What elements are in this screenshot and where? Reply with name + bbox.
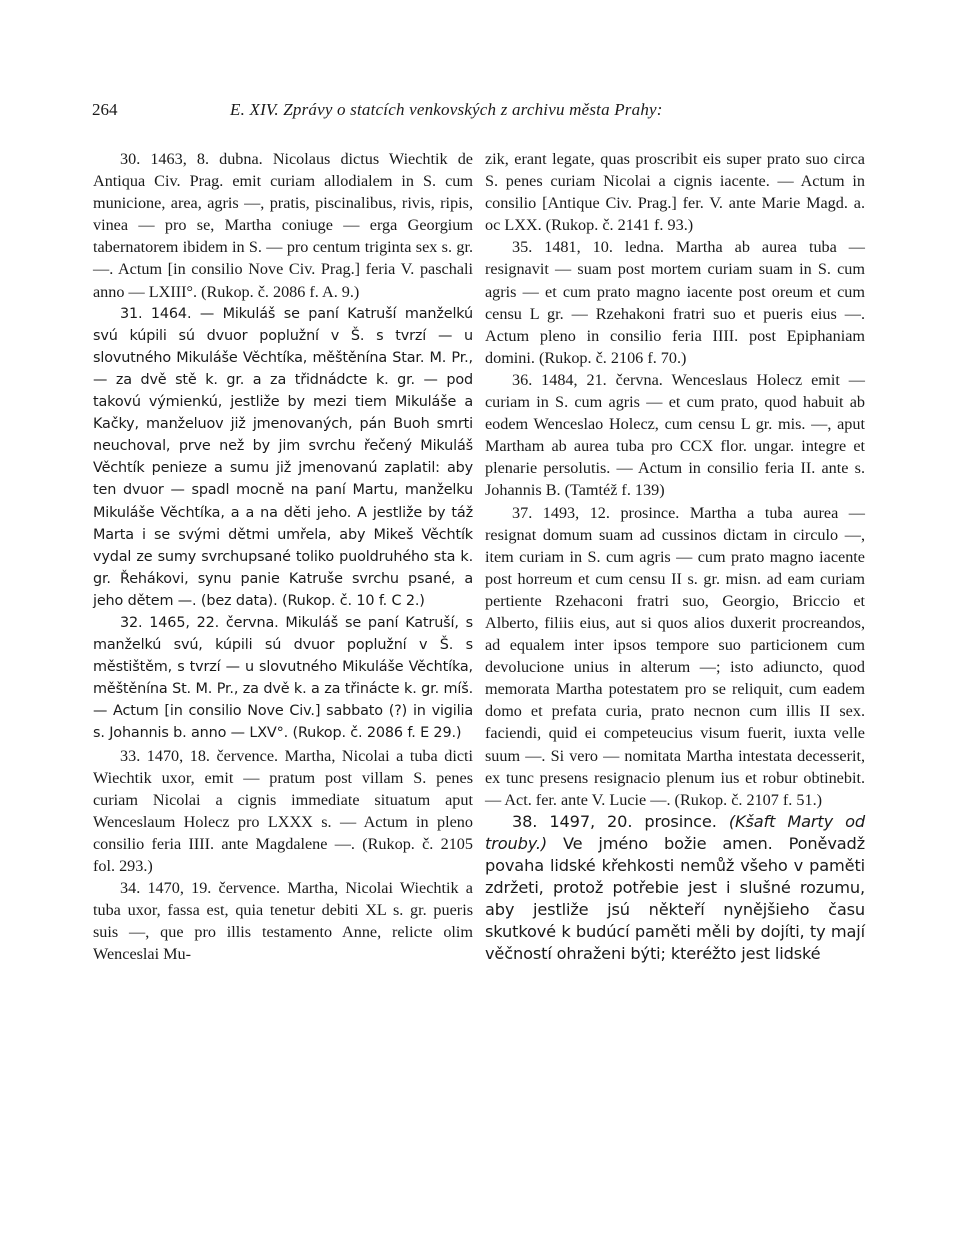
entry-37: 37. 1493, 12. prosince. Martha a tuba aurea — resignat domum suam ad cussinos dictam in circulo —, item curiam in S. cum agris — cum prato magno iacente post horreum et cum censu II s. gr. misn. ad eam curiam pertiente Rzehaconi fratri suo, Georgio, Briccio et Alberto, filiis eius, aut si quos alios duxerit procreandos, ad equalem inter ipsos tempore suo particionem cum devolucione unius in alterum —; isto adiuncto, quod memorata Martha potestatem pro se reliquit, cum eadem domo et prefata curia, prato necnon cum illis II sex. faciendi, quid ei competeucius visum fuerit, iuxta velle suum —. Si vero — nomitata Martha intestata decesserit, ex tunc presens resignacio plenum ius et robur obtinebit. — Act. fer. ante V. Lucie —. (Rukop. č. 2107 f. 51.) bbox=[485, 503, 865, 809]
entry-38-title: (Kšaft Marty od trouby.) bbox=[485, 811, 865, 853]
entry-31: 31. 1464. — Mikuláš se paní Katruší manželkú svú kúpili sú dvuor poplužní v Š. s tvrzí — u slovutného Mikuláše Věchtíka, měštěnína Star. M. Pr., — za dvě stě k. gr. a za třidnádcte k. gr. — pod takovú výmienkú, jestliže by mezi tiem Mikuláše a Kačky, manželuov již jmenovaných, pán Buoh smrti neuchoval, prve než by jim svrchu řečený Mikuláš Věchtík penieze a sumu již jmenovanú zaplatil: aby ten dvuor — spadl mocně na paní Martu, manželku Mikuláše Věchtíka, a a na děti jeho. A jestliže by táž Marta i se svými dětmi umřela, aby Mikeš Věchtík vydal ze sumy svrchupsané toliko puoldruhého sta k. gr. Řehákovi, synu panie Katruše svrchu psané, a jeho dětem —. (bez data). (Rukop. č. 10 f. C 2.) bbox=[93, 305, 473, 609]
entry-30: 30. 1463, 8. dubna. Nicolaus dictus Wiechtik de Antiqua Civ. Prag. emit curiam allodialem in S. cum municione, area, agris —, pratis, piscinalibus, rivis, ripis, vinea — pro se, Martha coniuge — erga Georgium tabernatorem ibidem in S. — pro centum triginta sex s. gr. —. Actum [in consilio Nove Civ. Prag.] feria V. paschali anno — LXIII°. (Rukop. č. 2086 f. A. 9.) bbox=[93, 150, 473, 301]
entry-38-text: Ve jméno božie amen. Poněvadž povaha lidské křehkosti nemůž všeho v paměti zdržeti, protož potřebie jest i slušné rozumu, aby jestliže jsú někteří nynějšieho času skutkové k budúcí paměti měli by dojíti, ty mají věčností ohraženi býti; kteréžto jest lidské bbox=[485, 833, 865, 964]
entry-35: 35. 1481, 10. ledna. Martha ab aurea tuba — resignavit — suam post mortem curiam suam in S. cum agris — et cum prato magno iacente post oreum et cum censu L gr. — Rzehakoni fratri suo et pueris eius —. Actum pleno in consilio feria IIII. post Epiphaniam domini. (Rukop. č. 2106 f. 70.) bbox=[485, 238, 865, 367]
entry-34-continued: zik, erant legate, quas proscribit eis super prato suo circa S. penes curiam Nicolai a cignis iacente. — Actum in consilio [Antique Civ. Prag.] fer. V. ante Marie Magd. a. oc LXX. (Rukop. č. 2141 f. 93.) bbox=[485, 150, 865, 235]
entry-34: 34. 1470, 19. července. Martha, Nicolai Wiechtik a tuba uxor, fassa est, quia tenetur debiti XL s. gr. pueris suis —, que pro illis testamento Anne, relicte olim Wenceslai Mu- bbox=[93, 879, 473, 964]
entry-38 bbox=[485, 811, 865, 966]
entry-38-lead: 38. 1497, 20. prosince. bbox=[512, 811, 729, 831]
page-number: 264 bbox=[92, 100, 118, 119]
running-title: E. XIV. Zprávy o statcích venkovských z archivu města Prahy: bbox=[230, 100, 663, 119]
entry-36: 36. 1484, 21. června. Wenceslaus Holecz emit — curiam in S. cum agris — et cum prato, quod habuit ab eodem Wenceslao Holecz, cum censu L gr. mis. —, aput Martham ab aurea tuba pro CCX flor. ungar. integre et plenarie persolutis. — Actum in consilio feria II. ante s. Johannis B. (Tamtéž f. 139) bbox=[485, 370, 865, 500]
entry-33: 33. 1470, 18. července. Martha, Nicolai a tuba dicti Wiechtik uxor, emit — pratum post villam S. penes curiam Nicolai a cignis immediate situatum aput Wenceslaum Holecz pro LXXX s. — Actum in pleno consilio feria IIII. ante Magdalene —. (Rukop. č. 2105 fol. 293.) bbox=[93, 746, 473, 875]
entry-32: 32. 1465, 22. června. Mikuláš se paní Katruší, s manželkú svú, kúpili sú dvuor poplužní v Š. s městištěm, s tvrzí — u slovutného Mikuláše Věchtíka, měštěnína St. M. Pr., za dvě k. a za třinácte k. gr. míš. — Actum [in consilio Nove Civ.] sabbato (?) in vigilia s. Johannis b. anno — LXV°. (Rukop. č. 2086 f. E 29.) bbox=[93, 614, 473, 742]
right-column bbox=[485, 148, 865, 965]
left-column bbox=[93, 148, 473, 965]
